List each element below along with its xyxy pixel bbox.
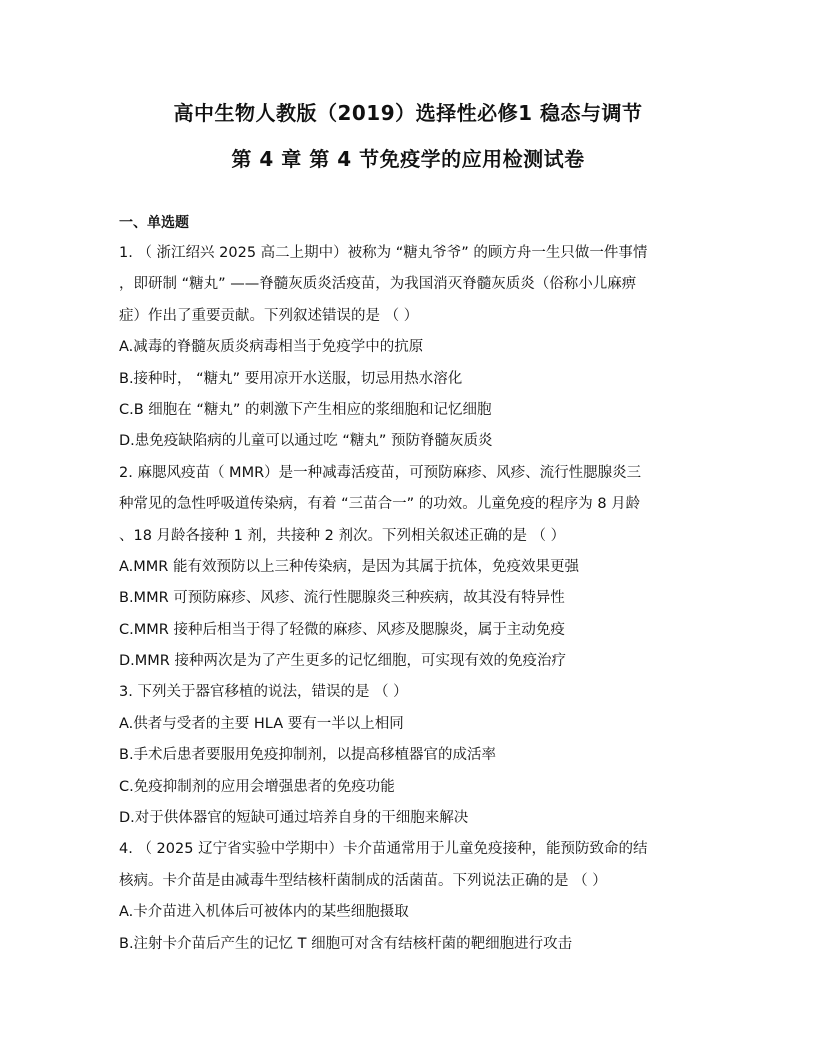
option-line: C.免疫抑制剂的应用会增强患者的免疫功能	[119, 778, 395, 795]
option-line: C.B 细胞在 “糖丸” 的刺激下产生相应的浆细胞和记忆细胞	[119, 401, 492, 418]
option-line: A.减毒的脊髓灰质炎病毒相当于免疫学中的抗原	[119, 339, 424, 356]
option-line: B.手术后患者要服用免疫抑制剂，以提高移植器官的成活率	[119, 747, 497, 764]
text-line: 种常见的急性呼吸道传染病，有着 “三苗合一” 的功效。儿童免疫的程序为 8 月龄	[119, 496, 641, 513]
text-line: 3. 下列关于器官移植的说法，错误的是 （ ）	[119, 684, 408, 701]
text-line: ，即研制 “糖丸” ——脊髓灰质炎活疫苗，为我国消灭脊髓灰质炎（俗称小儿麻痹	[119, 276, 637, 293]
text-line: 4. （ 2025 辽宁省实验中学期中）卡介苗通常用于儿童免疫接种，能预防致命的结	[119, 841, 648, 858]
option-line: D.对于供体器官的短缺可通过培养自身的干细胞来解决	[119, 810, 469, 827]
text-line: 2. 麻腮风疫苗（ MMR）是一种减毒活疫苗，可预防麻疹、风疹、流行性腮腺炎三	[119, 464, 642, 481]
text-line: 症）作出了重要贡献。下列叙述错误的是 （ ）	[119, 307, 419, 324]
option-line: C.MMR 接种后相当于得了轻微的麻疹、风疹及腮腺炎，属于主动免疫	[119, 621, 565, 638]
text-line: 、18 月龄各接种 1 剂，共接种 2 剂次。下列相关叙述正确的是 （ ）	[119, 527, 566, 544]
option-line: A.供者与受者的主要 HLA 要有一半以上相同	[119, 715, 404, 732]
option-line: A.MMR 能有效预防以上三种传染病，是因为其属于抗体，免疫效果更强	[119, 558, 579, 575]
option-line: D.MMR 接种两次是为了产生更多的记忆细胞，可实现有效的免疫治疗	[119, 653, 566, 670]
question-content	[119, 238, 701, 960]
document-subtitle: 第 4 章 第 4 节免疫学的应用检测试卷	[231, 147, 585, 171]
document-title: 高中生物人教版（2019）选择性必修1 稳态与调节	[173, 101, 643, 125]
option-line: B.注射卡介苗后产生的记忆 T 细胞可对含有结核杆菌的靶细胞进行攻击	[119, 935, 573, 952]
option-line: D.患免疫缺陷病的儿童可以通过吃 “糖丸” 预防脊髓灰质炎	[119, 433, 493, 450]
option-line: A.卡介苗进入机体后可被体内的某些细胞摄取	[119, 904, 409, 921]
option-line: B.MMR 可预防麻疹、风疹、流行性腮腺炎三种疾病，故其没有特异性	[119, 590, 565, 607]
option-line: B.接种时， “糖丸” 要用凉开水送服，切忌用热水溶化	[119, 370, 463, 387]
text-line: 1. （ 浙江绍兴 2025 高二上期中）被称为 “糖丸爷爷” 的顾方舟一生只做一件事情	[119, 245, 648, 261]
text-line: 核病。卡介苗是由减毒牛型结核杆菌制成的活菌苗。下列说法正确的是 （ ）	[119, 872, 607, 889]
section-heading: 一、单选题	[119, 215, 189, 231]
